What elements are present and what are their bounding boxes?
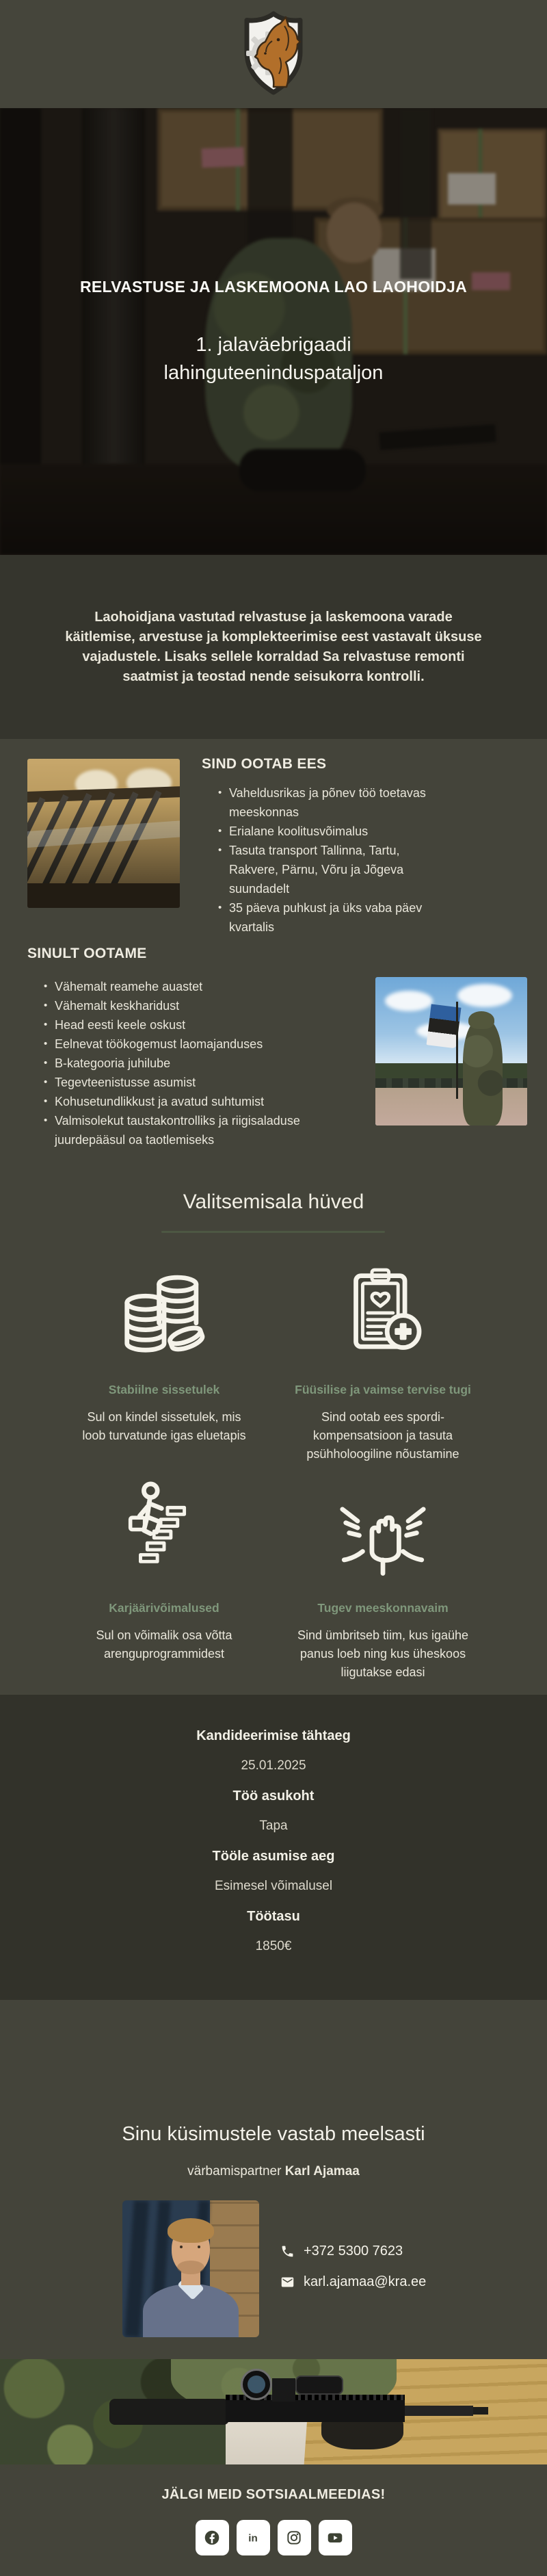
benefit-career (55, 1477, 274, 1682)
job-description: Laohoidjana vastutad relvastuse ja laskemoona varade käitlemise, arvestuse ja komplekteerimise eest vastavalt üksuse vajadustele. Lisaks sellele korraldad Sa relvastuse remonti saatmist ja teostad nende seisukorra kontrolli. (65, 609, 482, 684)
list-item: • Vähemalt reamehe auastet (44, 977, 321, 996)
battalion-crest-logo (239, 11, 308, 96)
rifle-photo (0, 2359, 547, 2464)
intro-section (0, 555, 547, 739)
recruiter-role: värbamispartner (187, 2164, 282, 2178)
email-address[interactable]: karl.ajamaa@kra.ee (304, 2274, 427, 2289)
phone-row (280, 2243, 426, 2259)
benefit-title: Tugev meeskonnavaim (317, 1601, 449, 1615)
list-item: • Vähemalt keskharidust (44, 996, 321, 1015)
detail-value: 25.01.2025 (241, 1758, 306, 1773)
instagram-button[interactable] (278, 2520, 311, 2555)
sinult-ootame-list (27, 977, 321, 1149)
benefit-text: Sind ümbritseb tiim, kus igaühe panus loeb ning kus üheskoos liigutakse edasi (297, 1628, 469, 1679)
list-item: • Eelnevat töökogemust laomajanduses (44, 1035, 321, 1054)
benefits-heading: Valitsemisala hüved (183, 1191, 364, 1213)
contact-heading: Sinu küsimustele vastab meelsasti (122, 2123, 425, 2145)
facebook-button[interactable] (196, 2520, 229, 2555)
list-item: • Vaheldusrikas ja põnev töö toetavas meeskonnas (218, 783, 449, 822)
detail-label: Töötasu (247, 1909, 300, 1924)
phone-number[interactable]: +372 5300 7623 (304, 2243, 403, 2259)
detail-value: 1850€ (255, 1939, 292, 1953)
benefit-stable-income (55, 1259, 274, 1463)
list-item: • Tegevteenistusse asumist (44, 1073, 321, 1092)
hero-banner (0, 108, 547, 555)
detail-label: Töö asukoht (232, 1788, 315, 1804)
weapons-rack-photo (27, 759, 180, 908)
benefit-text: Sul on kindel sissetulek, mis loob turvatunde igas eluetapis (82, 1410, 246, 1442)
benefit-teamwork (274, 1477, 492, 1682)
envelope-icon (280, 2275, 295, 2289)
list-item: • Tasuta transport Tallinna, Tartu, Rakvere, Pärnu, Võru ja Jõgeva suundadelt (218, 841, 449, 898)
recruiter-name: Karl Ajamaa (284, 2164, 360, 2178)
benefit-health-support (274, 1259, 492, 1463)
sind-ootab-heading: SIND OOTAB EES (202, 756, 327, 772)
youtube-icon (326, 2529, 344, 2547)
social-heading: JÄLGI MEID SOTSIAALMEEDIAS! (161, 2487, 386, 2502)
flag-photo (375, 977, 527, 1126)
page-header (0, 0, 547, 108)
coins-icon (114, 1259, 215, 1360)
list-item: • Erialane koolitusvõimalus (218, 822, 449, 841)
detail-label: Kandideerimise tähtaeg (196, 1728, 351, 1743)
contact-section (0, 2000, 547, 2359)
list-item: • Kohusetundlikkust ja avatud suhtumist (44, 1092, 321, 1111)
benefit-text: Sul on võimalik osa võtta arenguprogrammidest (96, 1628, 232, 1661)
health-clipboard-icon (332, 1259, 433, 1360)
list-item: • B-kategooria juhilube (44, 1054, 321, 1073)
phone-icon (280, 2244, 295, 2259)
detail-label: Tööle asumise aeg (212, 1849, 335, 1864)
youtube-button[interactable] (319, 2520, 352, 2555)
social-buttons (0, 2520, 547, 2555)
job-details-section (0, 1695, 547, 2000)
benefit-text: Sind ootab ees spordi-kompensatsioon ja tasuta psühholoogiline nõustamine (306, 1410, 459, 1461)
heading-divider (161, 1231, 385, 1233)
facebook-icon (203, 2529, 221, 2547)
linkedin-button[interactable] (237, 2520, 270, 2555)
benefit-title: Karjäärivõimalused (109, 1601, 219, 1615)
email-row (280, 2274, 426, 2290)
job-title: RELVASTUSE JA LASKEMOONA LAO LAOHOIDJA (80, 278, 467, 296)
career-stairs-icon (114, 1477, 215, 1578)
recruiter-line (0, 2164, 547, 2179)
svg-text:in: in (248, 2532, 258, 2545)
detail-value: Tapa (259, 1819, 288, 1833)
instagram-icon (285, 2529, 303, 2547)
list-item: • Valmisolekut taustakontrolliks ja riigisaladuse juurdepääsul oa taotlemiseks (44, 1111, 321, 1149)
list-item: • Head eesti keele oskust (44, 1015, 321, 1035)
list-item: • 35 päeva puhkust ja üks vaba päev kvartalis (218, 898, 449, 937)
team-hands-icon (332, 1477, 433, 1578)
linkedin-icon (244, 2529, 262, 2547)
page-footer (0, 2464, 547, 2576)
benefit-title: Stabiilne sissetulek (108, 1383, 220, 1396)
sinult-ootame-heading: SINULT OOTAME (27, 946, 147, 961)
benefit-title: Füüsilise ja vaimse tervise tugi (295, 1383, 471, 1396)
recruiter-photo (122, 2200, 259, 2337)
content-section (0, 739, 547, 1695)
sind-ootab-list (202, 783, 449, 937)
unit-subtitle: 1. jalaväebrigaadi lahinguteeninduspataljon (163, 334, 384, 384)
detail-value: Esimesel võimalusel (214, 1879, 333, 1893)
